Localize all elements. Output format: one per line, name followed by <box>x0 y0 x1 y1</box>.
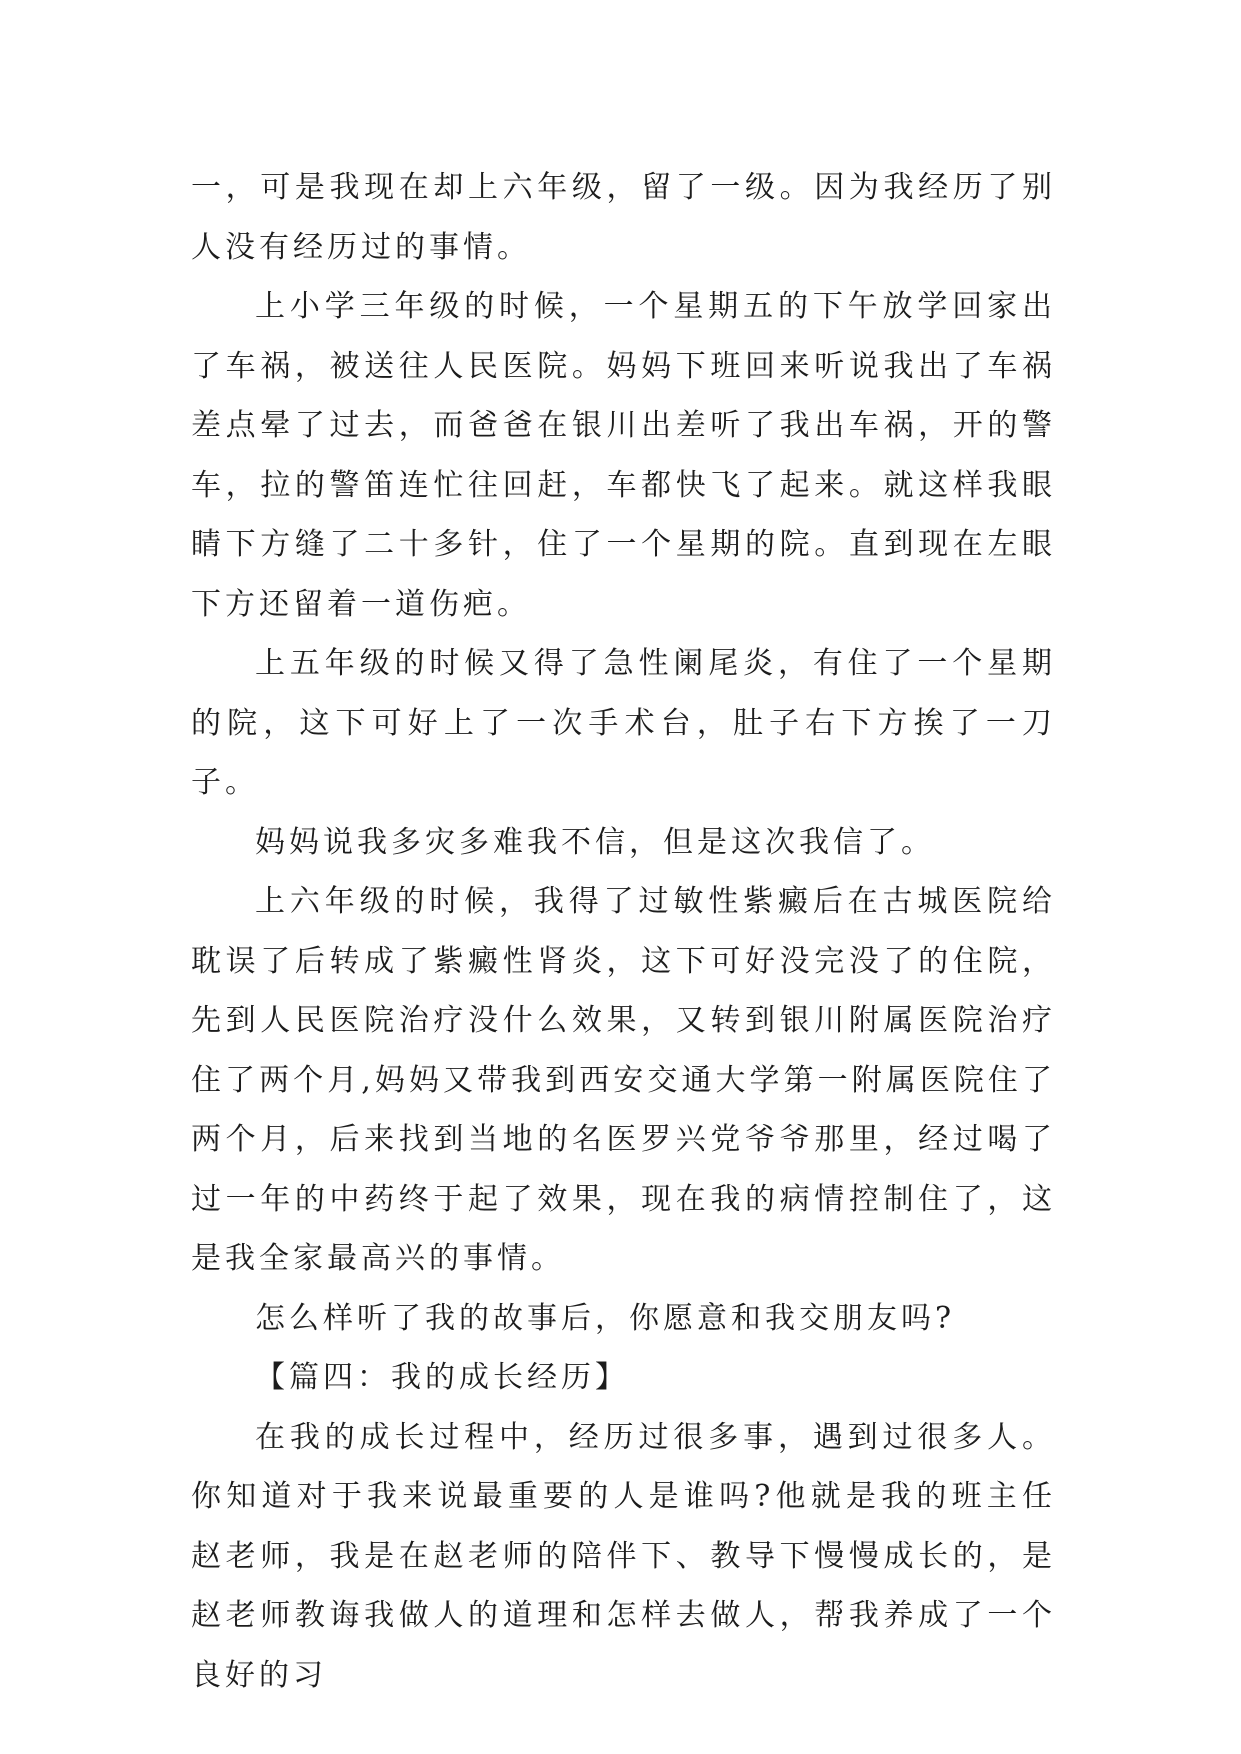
paragraph-4: 妈妈说我多灾多难我不信，但是这次我信了。 <box>255 824 935 860</box>
paragraph-7: 在我的成长过程中，经历过很多事，遇到过很多人。你知道对于我来说最重要的人是谁吗?他就是我的班主任赵老师，我是在赵老师的陪伴下、教导下慢慢成长的，是赵老师教诲我做人的道理和怎样去做人，帮我养成了一个良好的习 <box>191 1419 1056 1693</box>
section-heading: 【篇四：我的成长经历】 <box>255 1360 629 1395</box>
paragraph-5: 上六年级的时候，我得了过敏性紫癜后在古城医院给耽误了后转成了紫癜性肾炎，这下可好没完没了的住院，先到人民医院治疗没什么效果，又转到银川附属医院治疗住了两个月,妈妈又带我到西安交通大学第一附属医院住了两个月，后来找到当地的名医罗兴党爷爷那里，经过喝了过一年的中药终于起了效果，现在我的病情控制住了，这是我全家最高兴的事情。 <box>191 884 1056 1276</box>
paragraph-3: 上五年级的时候又得了急性阑尾炎，有住了一个星期的院，这下可好上了一次手术台，肚子右下方挨了一刀子。 <box>191 646 1056 800</box>
paragraph-1: 一，可是我现在却上六年级，留了一级。因为我经历了别人没有经历过的事情。 <box>191 170 1056 265</box>
paragraph-2: 上小学三年级的时候，一个星期五的下午放学回家出了车祸，被送往人民医院。妈妈下班回来听说我出了车祸差点晕了过去，而爸爸在银川出差听了我出车祸，开的警车，拉的警笛连忙往回赶，车都快飞了起来。就这样我眼睛下方缝了二十多针，住了一个星期的院。直到现在左眼下方还留着一道伤疤。 <box>191 289 1056 622</box>
paragraph-6: 怎么样听了我的故事后，你愿意和我交朋友吗? <box>255 1300 956 1336</box>
document-body <box>191 158 1056 1705</box>
